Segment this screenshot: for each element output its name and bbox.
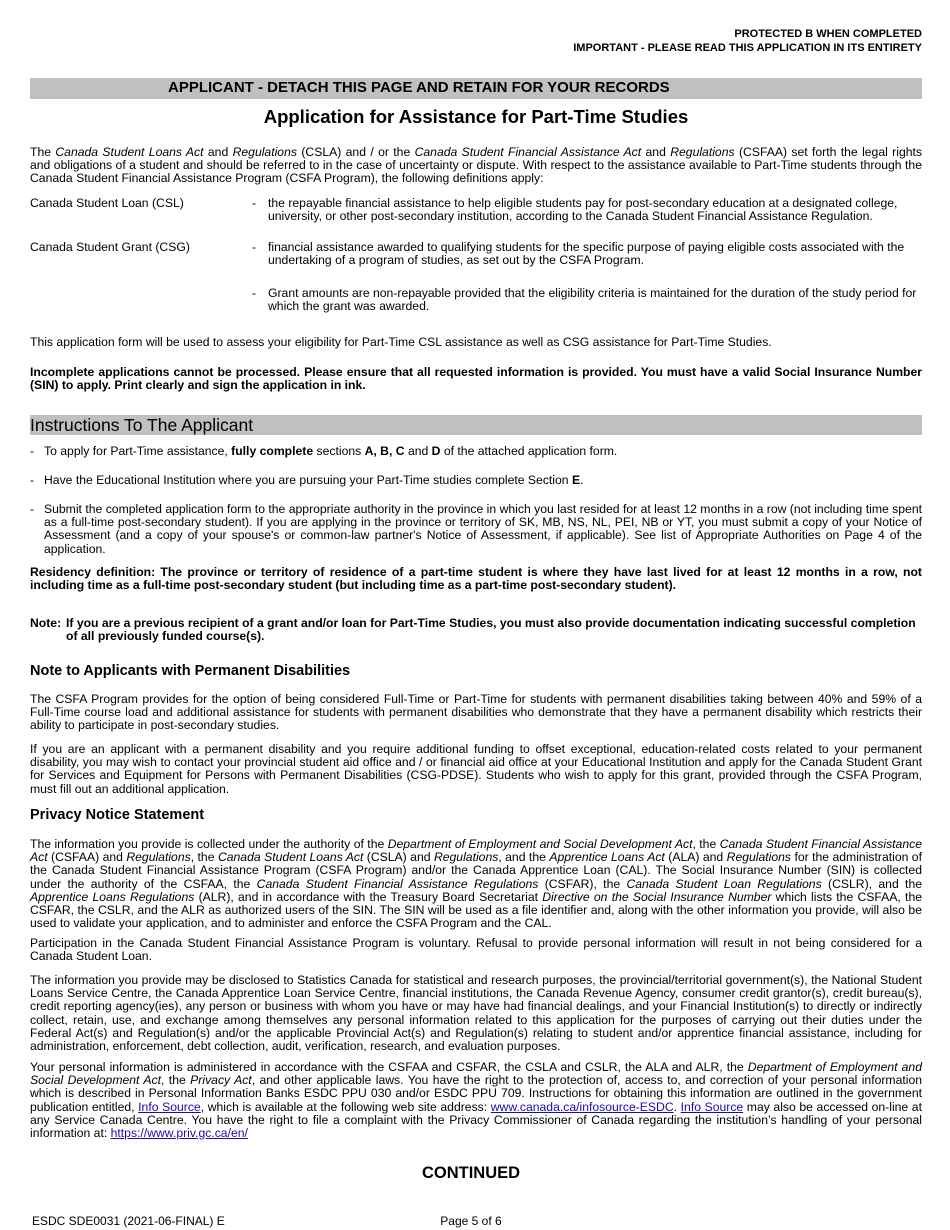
privacy-heading: Privacy Notice Statement (30, 807, 205, 823)
privacy-paragraph-1: The information you provide is collected under the authority of the Department of Employment and Social Development Act, the Canada Student Financial Assistance Act (CSFAA) and Regulations, the Canada Student Loans Act (CSLA) and Regulations, and the Apprentice Loans Act (ALA) and Regulations for the administration of the Canada Student Financial Assistance Program (CSFA Program) and/or the Canada Apprentice Loan (CAL). The Social Insurance Number (SIN) is collected under the authority of the CSFAA, the Canada Student Financial Assistance Regulations (CSFAR), the Canada Student Loan Regulations (CSLR), and the Apprentice Loans Regulations (ALR), and in accordance with the Treasury Board Secretariat Directive on the Social Insurance Number which lists the CSFAA, the CSFAR, the CSLR, and the ALR as authorized users of the SIN. The SIN will be used as a file identifier and, along with the other information you provide, will also be used to validate your application, and to administer and enforce the CSFA Program and the CAL. (30, 837, 923, 931)
intro-paragraph: The Canada Student Loans Act and Regulations (CSLA) and / or the Canada Student Financial Assistance Act and Regulations (CSFAA) set forth the legal rights and obligations of a student and should be referred to in the case of uncertainty or dispute. With respect to the assistance available to Part-Time students through the Canada Student Financial Assistance Program (CSFA Program), the following definitions apply: (30, 145, 922, 186)
info-source-link-1[interactable]: Info Source (138, 1099, 201, 1114)
protected-label: PROTECTED B WHEN COMPLETED (734, 28, 922, 40)
form-use-paragraph: This application form will be used to assess your eligibility for Part-Time CSL assistance as well as CSG assistance for Part-Time Studies. (30, 335, 772, 349)
csl-term: Canada Student Loan (CSL) (30, 196, 184, 210)
instructions-heading: Instructions To The Applicant (30, 415, 254, 435)
privacy-paragraph-3: The information you provide may be disclosed to Statistics Canada for statistical and research purposes, the provincial/territorial government(s), the National Student Loans Service Centre, the Canada Apprentice Loan Service Centre, financial institutions, the Canada Revenue Agency, consumer credit grantor(s), credit bureau(s), credit reporting agency(ies), any person or business with whom you have or may have had financial dealings, and your Financial Institution(s) to directly or indirectly collect, retain, use, and exchange among themselves any personal information related to this application for the purposes of carrying out their duties under the Federal Act(s) and Regulation(s) and/or the applicable Provincial Act(s) and Regulation(s) relating to student and/or apprentice financial assistance, including for administration, enforcement, debt collection, audit, verification, research, and evaluation purposes. (30, 973, 922, 1053)
privacy-paragraph-2: Participation in the Canada Student Financial Assistance Program is voluntary. Refusal to provide personal information will result in not being considered for a Canada Student Loan. (30, 936, 922, 964)
disabilities-heading: Note to Applicants with Permanent Disabilities (30, 663, 351, 679)
form-id: ESDC SDE0031 (2021-06-FINAL) E (32, 1214, 225, 1228)
residency-definition: Residency definition: The province or territory of residence of a part-time student is where they have last lived for at least 12 months in a row, not including time as a full-time post-secondary student (but including time as a part-time post-secondary student). (30, 565, 922, 593)
important-label: IMPORTANT - PLEASE READ THIS APPLICATION IN ITS ENTIRETY (573, 42, 922, 54)
note-label: Note: (30, 616, 62, 630)
disabilities-paragraph-1: The CSFA Program provides for the option of being considered Full-Time or Part-Time for students with permanent disabilities taking between 40% and 59% of a Full-Time course load and additional assistance for students with permanent disabilities who demonstrate that they have a permanent disability which restricts their ability to participate in post-secondary studies. (30, 692, 922, 733)
csg-definition-2: Grant amounts are non-repayable provided that the eligibility criteria is maintained for the duration of the study period for which the grant was awarded. (268, 286, 917, 314)
page-title: Application for Assistance for Part-Time Studies (263, 106, 689, 127)
csg-definition-1: financial assistance awarded to qualifying students for the specific purpose of paying eligible costs associated with the undertaking of a program of studies, as set out by the CSFA Program. (268, 240, 905, 268)
csl-definition: the repayable financial assistance to help eligible students pay for post-secondary education at a designated college, university, or other post-secondary institution, according to the Canada Student Financial Assistance Regulation. (268, 196, 898, 224)
note-text: If you are a previous recipient of a grant and/or loan for Part-Time Studies, you must also provide documentation indicating successful completion of all previously funded course(s). (66, 616, 916, 644)
detach-banner (30, 78, 922, 99)
csg-term: Canada Student Grant (CSG) (30, 240, 190, 254)
detach-banner-text: APPLICANT - DETACH THIS PAGE AND RETAIN FOR YOUR RECORDS (168, 79, 670, 96)
document-page: PROTECTED B WHEN COMPLETED IMPORTANT - PLEASE READ THIS APPLICATION IN ITS ENTIRETY APPLICANT - DETACH THIS PAGE AND RETAIN FOR YOUR RECORDS Application for Assistance for Part-Time Studies The Canada Student Loans Act and Regulations (CSLA) and / or the Canada Student Financial Assistance Act and Regulations (CSFAA) set forth the legal rights and obligations of a student and should be referred to in the case of uncertainty or dispute. With respect to the assistance available to Part-Time students through the Canada Student Financial Assistance Program (CSFA Program), the following definitions apply: Canada Student Loan (CSL) - the repayable financial assistance to help eligible students pay for post-secondary education at a designated college, university, or other post-secondary institution, according to the Canada Student Financial Assistance Regulation. Canada Student Grant (CSG) - financial assistance awarded to qualifying students for the specific purpose of paying eligible costs associated with the undertaking of a program of studies, as set out by the CSFA Program. - Grant amounts are non-repayable provided that the eligibility criteria is maintained for the duration of the study period for which the grant was awarded. This application form will be used to assess your eligibility for Part-Time CSL assistance as well as CSG assistance for Part-Time Studies. Incomplete applications cannot be processed. Please ensure that all requested information is provided. You must have a valid Social Insurance Number (SIN) to apply. Print clearly and sign the application in ink. Instructions To The Applicant - To apply for Part-Time assistance, fully complete sections A, B, C and D of the attached application form. - Have the Educational Institution where you are pursuing your Part-Time studies complete Section E. - Submit the completed application form to the appropriate authority in the province in which you last resided for at least 12 months in a row (not including time spent as a full-time post-secondary student). If you are applying in the province or territory of SK, MB, NS, NL, PEI, NB or YT, you must submit a copy of your Notice of Assessment (and a copy of your spouse's or common-law partner's Notice of Assessment, if applicable). See list of Appropriate Authorities on Page 4 of the application. Residency definition: The province or territory of residence of a part-time student is where they have last lived for at least 12 months in a row, not including time as a full-time post-secondary student (but including time as a part-time post-secondary student). Note: If you are a previous recipient of a grant and/or loan for Part-Time Studies, you must also provide documentation indicating successful completion of all previously funded course(s). Note to Applicants with Permanent Disabilities The CSFA Program provides for the option of being considered Full-Time or Part-Time for students with permanent disabilities taking between 40% and 59% of a Full-Time course load and additional assistance for students with permanent disabilities who demonstrate that they have a permanent disability which restricts their ability to participate in post-secondary studies. If you are an applicant with a permanent disability and you require additional funding to offset exceptional, education-related costs related to your permanent disability, you may wish to contact your provincial student aid office and / or financial aid office at your Educational Institution and apply for the Canada Student Grant for Services and Equipment for Persons with Permanent Disabilities (CSG-PDSE). Students who wish to apply for this grant, provided through the CSFA Program, must fill out an additional application. Privacy Notice Statement The information you provide is collected under the authority of the Department of Employment and Social Development Act, the Canada Student Financial Assistance Act (CSFAA) and Regulations, the Canada Student Loans Act (CSLA) and Regulations, and the Apprentice Loans Act (ALA) and Regulations for the administration of the Canada Student Financial Assistance Program (CSFA Program) and/or the Canada Apprentice Loan (CAL). The Social Insurance Number (SIN) is collected under the authority of the CSFAA, the Canada Student Financial Assistance Regulations (CSFAR), the Canada Student Loan Regulations (CSLR), and the Apprentice Loans Regulations (ALR), and in accordance with the Treasury Board Secretariat Directive on the Social Insurance Number which lists the CSFAA, the CSFAR, the CSLR, and the ALR as authorized users of the SIN. The SIN will be used as a file identifier and, along with the other information you provide, will also be used to validate your application, and to administer and enforce the CSFA Program and the CAL. Participation in the Canada Student Financial Assistance Program is voluntary. Refusal to provide personal information will result in not being considered for a Canada Student Loan. The information you provide may be disclosed to Statistics Canada for statistical and research purposes, the provincial/territorial government(s), the National Student Loans Service Centre, the Canada Apprentice Loan Service Centre, financial institutions, the Canada Revenue Agency, consumer credit grantor(s), credit bureau(s), credit reporting agency(ies), any person or business with whom you have or may have had financial dealings, and your Financial Institution(s) to directly or indirectly collect, retain, use, and exchange among themselves any personal information related to this application for the purposes of carrying out their duties under the Federal Act(s) and Regulation(s) and/or the applicable Provincial Act(s) and Regulation(s) relating to student and/or apprentice financial assistance, including for administration, enforcement, debt collection, audit, verification, research, and evaluation purposes. Your personal information is administered in accordance with the CSFAA and CSFAR, the CSLA and CSLR, the ALA and ALR, the Department of Employment and Social Development Act, the Privacy Act, and other applicable laws. You have the right to the protection of, access to, and correction of your personal information which is described in Personal Information Banks ESDC PPU 030 and/or ESDC PPU 709. Instructions for obtaining this information are outlined in the government publication entitled, Info Source, which is available at the following web site address: www.canada.ca/infosource-ESDC. Info Source may also be accessed on-line at any Service Canada Centre. You have the right to file a complaint with the Privacy Commissioner of Canada regarding the institution’s handling of your personal information at: https://www.priv.gc.ca/en/ CONTINUED ESDC SDE0031 (2021-06-FINAL) E Page 5 of 6 (30, 28, 923, 1228)
info-source-link-2[interactable]: Info Source (680, 1099, 744, 1114)
incomplete-warning: Incomplete applications cannot be processed. Please ensure that all requested information is provided. You must have a valid Social Insurance Number (SIN) to apply. Print clearly and sign the application in ink. (30, 365, 922, 393)
csg-dash-1: - (252, 240, 257, 254)
csg-dash-2: - (252, 286, 257, 300)
instructions-heading-bar (30, 415, 922, 435)
infosource-esdc-link[interactable]: www.canada.ca/infosource-ESDC (490, 1099, 674, 1114)
page-number: Page 5 of 6 (440, 1214, 502, 1228)
disabilities-paragraph-2: If you are an applicant with a permanent disability and you require additional funding to offset exceptional, education-related costs related to your permanent disability, you may wish to contact your provincial student aid office and / or financial aid office at your Educational Institution and apply for the Canada Student Grant for Services and Equipment for Persons with Permanent Disabilities (CSG-PDSE). Students who wish to apply for this grant, provided through the CSFA Program, must fill out an additional application. (30, 742, 922, 796)
csl-dash: - (252, 196, 257, 210)
continued-label: CONTINUED (421, 1164, 521, 1182)
privacy-paragraph-4: Your personal information is administered in accordance with the CSFAA and CSFAR, the CSLA and CSLR, the ALA and ALR, the Department of Employment and Social Development Act, the Privacy Act, and other applicable laws. You have the right to the protection of, access to, and correction of your personal information which is described in Personal Information Banks ESDC PPU 030 and/or ESDC PPU 709. Instructions for obtaining this information are outlined in the government publication entitled, Info Source, which is available at the following web site address: www.canada.ca/infosource-ESDC. Info Source may also be accessed on-line at any Service Canada Centre. You have the right to file a complaint with the Privacy Commissioner of Canada regarding the institution’s handling of your personal information at: https://www.priv.gc.ca/en/ (30, 1060, 923, 1140)
privacy-commissioner-link[interactable]: https://www.priv.gc.ca/en/ (110, 1125, 248, 1140)
